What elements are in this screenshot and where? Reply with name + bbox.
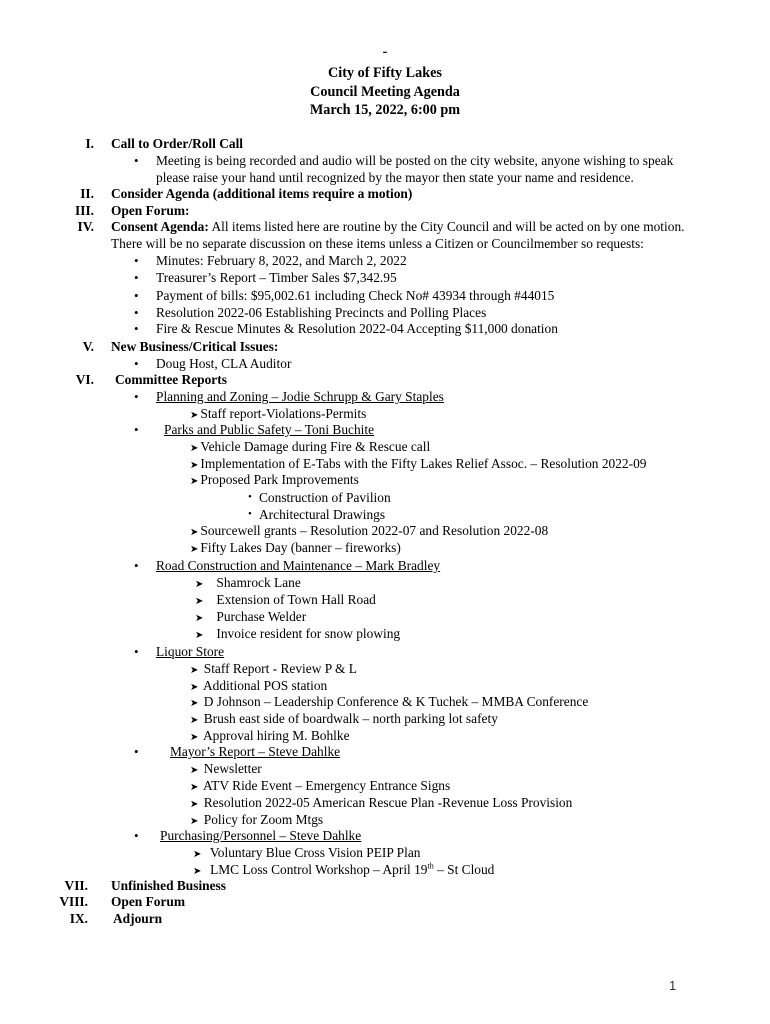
item-open-forum: Open Forum: xyxy=(111,203,190,218)
consent-item-fire-rescue: Fire & Rescue Minutes & Resolution 2022-04 Accepting $11,000 donation xyxy=(156,321,558,336)
bullet-icon: • xyxy=(134,356,139,371)
lmc-location: – St Cloud xyxy=(433,862,495,877)
park-item-pavilion: Construction of Pavilion xyxy=(259,490,391,505)
recording-notice-line2: please raise your hand until recognized by the mayor then state your name and residence. xyxy=(156,170,634,185)
item-unfinished-business: Unfinished Business xyxy=(111,878,226,893)
bullet-icon: • xyxy=(134,422,139,437)
item-new-business: New Business/Critical Issues: xyxy=(111,339,279,354)
item-number-i: I. xyxy=(85,136,94,151)
parks-etabs: Implementation of E-Tabs with the Fifty Lakes Relief Assoc. – Resolution 2022-09 xyxy=(200,456,647,471)
arrow-icon: ➤ xyxy=(190,782,199,793)
liquor-brush: Brush east side of boardwalk – north parking lot safety xyxy=(203,711,498,726)
item-consent-agenda xyxy=(111,218,685,235)
lmc-ordinal: th xyxy=(427,861,434,871)
bullet-icon: • xyxy=(134,153,139,168)
parks-improvements: Proposed Park Improvements xyxy=(200,472,359,487)
item-call-to-order: Call to Order/Roll Call xyxy=(111,136,244,151)
consent-item-bills: Payment of bills: $95,002.61 including Check No# 43934 through #44015 xyxy=(156,288,555,303)
agenda-title: Council Meeting Agenda xyxy=(310,84,460,100)
committee-parks-safety: Parks and Public Safety – Toni Buchite xyxy=(164,422,375,437)
mayor-rescue-plan: Resolution 2022-05 American Rescue Plan -Revenue Loss Provision xyxy=(203,795,573,810)
arrow-icon: ➤ xyxy=(195,613,204,624)
bullet-icon: • xyxy=(134,389,139,404)
arrow-icon: ➤ xyxy=(193,866,202,877)
purchasing-lmc-workshop xyxy=(210,862,494,877)
sub-item xyxy=(190,471,359,490)
item-adjourn: Adjourn xyxy=(113,911,163,926)
mayor-atv-event: ATV Ride Event – Emergency Entrance Signs xyxy=(203,778,451,793)
item-committee-reports: Committee Reports xyxy=(115,372,227,387)
consent-agenda-text: All items listed here are routine by the City Council and will be acted on by one motion. xyxy=(208,219,685,234)
small-bullet-icon: • xyxy=(248,491,252,503)
sub-item xyxy=(193,861,494,880)
planning-staff-report: Staff report-Violations-Permits xyxy=(200,406,367,421)
committee-liquor-store: Liquor Store xyxy=(156,644,225,659)
consent-agenda-text-line2: There will be no separate discussion on these items unless a Citizen or Councilmember so requests: xyxy=(111,236,644,251)
road-shamrock: Shamrock Lane xyxy=(216,575,301,590)
liquor-conferences: D Johnson – Leadership Conference & K Tuchek – MMBA Conference xyxy=(203,694,589,709)
arrow-icon: ➤ xyxy=(190,765,199,776)
bullet-icon: • xyxy=(134,253,139,268)
committee-mayors-report: Mayor’s Report – Steve Dahlke xyxy=(170,744,341,759)
item-number-ix: IX. xyxy=(69,911,88,926)
new-business-auditor: Doug Host, CLA Auditor xyxy=(156,356,292,371)
arrow-icon: ➤ xyxy=(190,410,199,421)
consent-item-minutes: Minutes: February 8, 2022, and March 2, 2022 xyxy=(156,253,407,268)
park-item-drawings: Architectural Drawings xyxy=(259,507,386,522)
meeting-date: March 15, 2022, 6:00 pm xyxy=(309,102,461,118)
bullet-icon: • xyxy=(134,288,139,303)
bullet-icon: • xyxy=(134,828,139,843)
road-snow-plowing: Invoice resident for snow plowing xyxy=(216,626,401,641)
item-consider-agenda: Consider Agenda (additional items require a motion) xyxy=(111,186,413,201)
arrow-icon: ➤ xyxy=(195,579,204,590)
bullet-icon: • xyxy=(134,270,139,285)
road-welder: Purchase Welder xyxy=(216,609,307,624)
header-dash: - xyxy=(382,44,388,60)
consent-item-resolution: Resolution 2022-06 Establishing Precincts and Polling Places xyxy=(156,305,487,320)
bullet-icon: • xyxy=(134,305,139,320)
item-number-vi: VI. xyxy=(75,372,94,387)
recording-notice-line1: Meeting is being recorded and audio will be posted on the city website, anyone wishing to speak xyxy=(156,153,674,168)
item-number-viii: VIII. xyxy=(59,894,88,909)
arrow-icon: ➤ xyxy=(190,715,199,726)
road-town-hall: Extension of Town Hall Road xyxy=(216,592,376,607)
bullet-icon: • xyxy=(134,644,139,659)
liquor-pos-station: Additional POS station xyxy=(203,678,328,693)
arrow-icon: ➤ xyxy=(190,665,199,676)
arrow-icon: ➤ xyxy=(190,799,199,810)
consent-item-treasurer: Treasurer’s Report – Timber Sales $7,342.95 xyxy=(156,270,397,285)
arrow-icon: ➤ xyxy=(190,816,199,827)
bullet-icon: • xyxy=(134,321,139,336)
liquor-staff-report: Staff Report - Review P & L xyxy=(203,661,357,676)
sub-item xyxy=(190,539,401,558)
committee-purchasing: Purchasing/Personnel – Steve Dahlke xyxy=(160,828,362,843)
parks-sourcewell: Sourcewell grants – Resolution 2022-07 and Resolution 2022-08 xyxy=(200,523,549,538)
mayor-newsletter: Newsletter xyxy=(203,761,262,776)
arrow-icon: ➤ xyxy=(190,682,199,693)
mayor-zoom-policy: Policy for Zoom Mtgs xyxy=(203,812,324,827)
arrow-icon: ➤ xyxy=(195,630,204,641)
item-number-ii: II. xyxy=(80,186,94,201)
committee-road-construction: Road Construction and Maintenance – Mark Bradley xyxy=(156,558,441,573)
liquor-hiring: Approval hiring M. Bohlke xyxy=(203,728,350,743)
bullet-icon: • xyxy=(134,744,139,759)
lmc-text: LMC Loss Control Workshop – April 19 xyxy=(210,862,428,877)
bullet-icon: • xyxy=(134,558,139,573)
purchasing-vision-plan: Voluntary Blue Cross Vision PEIP Plan xyxy=(209,845,421,860)
parks-fifty-lakes-day: Fifty Lakes Day (banner – fireworks) xyxy=(200,540,401,555)
item-number-vii: VII. xyxy=(64,878,88,893)
arrow-icon: ➤ xyxy=(190,698,199,709)
consent-agenda-label: Consent Agenda: xyxy=(111,219,209,234)
committee-planning-zoning: Planning and Zoning – Jodie Schrupp & Gary Staples xyxy=(156,389,444,404)
arrow-icon: ➤ xyxy=(193,849,202,860)
arrow-icon: ➤ xyxy=(190,527,199,538)
city-name: City of Fifty Lakes xyxy=(328,65,442,81)
arrow-icon: ➤ xyxy=(190,460,199,471)
item-number-iii: III. xyxy=(75,203,94,218)
item-number-iv: IV. xyxy=(77,219,94,234)
arrow-icon: ➤ xyxy=(190,544,199,555)
small-bullet-icon: • xyxy=(248,508,252,520)
item-open-forum-2: Open Forum xyxy=(111,894,186,909)
item-number-v: V. xyxy=(82,339,94,354)
arrow-icon: ➤ xyxy=(190,732,199,743)
arrow-icon: ➤ xyxy=(190,476,199,487)
page-number: 1 xyxy=(669,978,677,993)
sub-item xyxy=(195,625,400,644)
arrow-icon: ➤ xyxy=(195,596,204,607)
arrow-icon: ➤ xyxy=(190,443,199,454)
parks-vehicle-damage: Vehicle Damage during Fire & Rescue call xyxy=(200,439,431,454)
